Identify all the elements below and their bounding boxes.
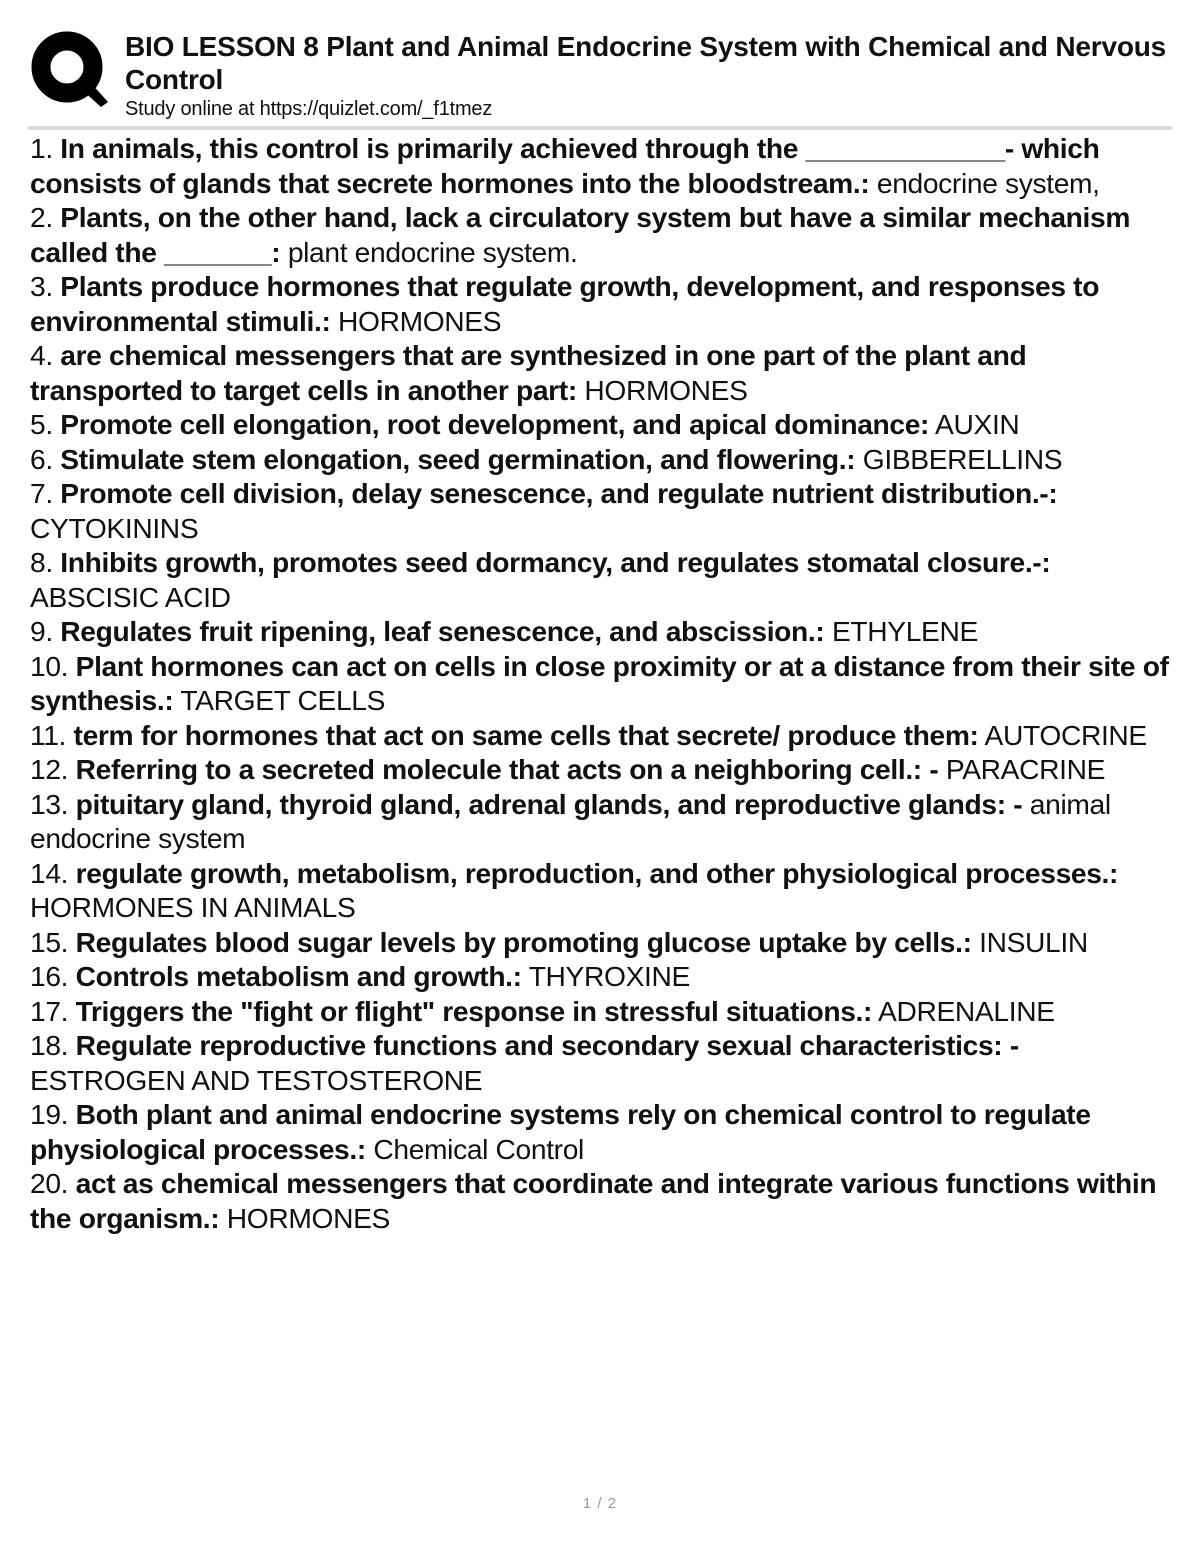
card-question: Stimulate stem elongation, seed germination, and flowering.:	[60, 442, 856, 475]
card-question: Triggers the "fight or flight" response in stressful situations.:	[75, 994, 873, 1027]
card-question: Controls metabolism and growth.:	[75, 960, 522, 992]
card-question: Promote cell elongation, root development, and apical dominance:	[60, 408, 930, 440]
card-answer: GIBBERELLINS	[862, 442, 1063, 475]
flashcard-item	[30, 1166, 1173, 1235]
flashcard-item	[30, 718, 1173, 753]
card-answer: HORMONES	[337, 304, 502, 337]
card-number: 16.	[30, 960, 76, 992]
card-question: are chemical messengers that are synthesized in one part of the plant and transported to target cells in another part:	[30, 339, 1027, 406]
card-question: term for hormones that act on same cells that secrete/ produce them:	[73, 718, 979, 751]
card-question: In animals, this control is primarily achieved through the _____________- which consists of glands that secrete hormones into the bloodstream.:	[30, 132, 1100, 199]
card-question: Inhibits growth, promotes seed dormancy, and regulates stomatal closure.-:	[60, 546, 1051, 578]
card-answer: TARGET CELLS	[180, 684, 386, 716]
card-answer: PARACRINE	[945, 753, 1106, 785]
card-number: 6.	[30, 442, 61, 475]
flashcard-item	[30, 338, 1173, 407]
card-answer: CYTOKININS	[30, 511, 199, 544]
card-number: 20.	[30, 1167, 76, 1199]
page-title: BIO LESSON 8 Plant and Animal Endocrine System with Chemical and Nervous Control	[125, 31, 1167, 95]
card-number: 5.	[30, 408, 61, 440]
card-question: pituitary gland, thyroid gland, adrenal glands, and reproductive glands: -	[75, 787, 1023, 820]
flashcard-item	[30, 994, 1173, 1029]
card-question: Plants produce hormones that regulate growth, development, and responses to environmental stimuli.:	[30, 270, 1100, 337]
card-answer: ADRENALINE	[878, 994, 1055, 1027]
card-answer: HORMONES	[584, 373, 748, 406]
flashcard-item	[30, 1028, 1173, 1097]
card-answer: ABSCISIC ACID	[30, 580, 231, 613]
card-answer: Chemical Control	[373, 1132, 584, 1165]
card-number: 19.	[30, 1098, 76, 1130]
card-answer: animal endocrine system	[30, 787, 1111, 854]
card-question: Both plant and animal endocrine systems rely on chemical control to regulate physiological processes.:	[30, 1098, 1091, 1165]
card-answer: HORMONES IN ANIMALS	[30, 891, 356, 923]
flashcard-list	[30, 131, 1173, 1235]
card-question: act as chemical messengers that coordinate and integrate various functions within the organism.:	[30, 1167, 1157, 1234]
card-question: regulate growth, metabolism, reproduction, and other physiological processes.:	[75, 856, 1119, 889]
card-number: 12.	[30, 753, 76, 785]
flashcard-item	[30, 959, 1173, 994]
flashcard-item	[30, 649, 1173, 718]
card-number: 17.	[30, 994, 76, 1027]
flashcard-item	[30, 1097, 1173, 1166]
flashcard-item	[30, 407, 1173, 442]
card-answer: ETHYLENE	[831, 615, 978, 647]
flashcard-item	[30, 752, 1173, 787]
card-question: Plant hormones can act on cells in close proximity or at a distance from their site of synthesis.:	[30, 649, 1169, 716]
card-number: 15.	[30, 925, 76, 958]
card-answer: plant endocrine system.	[287, 235, 578, 268]
card-number: 14.	[30, 856, 76, 889]
card-number: 1.	[30, 132, 61, 164]
card-question: Regulates blood sugar levels by promoting glucose uptake by cells.:	[75, 925, 972, 958]
card-answer: AUXIN	[935, 408, 1020, 440]
card-number: 9.	[30, 615, 61, 647]
card-question: Regulates fruit ripening, leaf senescence, and abscission.:	[60, 615, 825, 647]
card-question: Plants, on the other hand, lack a circulatory system but have a similar mechanism called the _______:	[30, 201, 1131, 268]
title-block	[125, 30, 1180, 121]
card-number: 7.	[30, 477, 61, 509]
card-answer: HORMONES	[226, 1201, 390, 1234]
flashcard-item	[30, 442, 1173, 477]
card-number: 2.	[30, 201, 61, 233]
card-number: 18.	[30, 1029, 76, 1061]
flashcard-item	[30, 856, 1173, 925]
flashcard-item	[30, 269, 1173, 338]
flashcard-item	[30, 787, 1173, 856]
card-question: Regulate reproductive functions and secondary sexual characteristics: -	[75, 1029, 1019, 1061]
card-answer: INSULIN	[979, 925, 1088, 958]
card-number: 11.	[30, 718, 74, 751]
flashcard-item	[30, 925, 1173, 960]
card-answer: ESTROGEN AND TESTOSTERONE	[30, 1063, 483, 1096]
card-answer: AUTOCRINE	[984, 718, 1147, 751]
flashcard-item	[30, 200, 1173, 269]
document-header	[28, 26, 1178, 128]
card-number: 3.	[30, 270, 61, 302]
card-number: 10.	[30, 649, 76, 682]
flashcard-item	[30, 614, 1173, 649]
card-answer: endocrine system,	[876, 166, 1100, 199]
card-number: 4.	[30, 339, 61, 371]
study-online-link[interactable]: Study online at https://quizlet.com/_f1tmez	[125, 98, 493, 120]
flashcard-item	[30, 545, 1173, 614]
card-question: Promote cell division, delay senescence, and regulate nutrient distribution.-:	[60, 477, 1058, 509]
quizlet-logo-icon	[30, 30, 108, 108]
flashcard-item	[30, 476, 1173, 545]
flashcard-item	[30, 131, 1173, 200]
card-number: 8.	[30, 546, 61, 578]
card-number: 13.	[30, 787, 76, 820]
card-answer: THYROXINE	[528, 960, 690, 992]
page-number: 1 / 2	[582, 1495, 618, 1512]
card-question: Referring to a secreted molecule that acts on a neighboring cell.: -	[75, 753, 939, 785]
header-divider	[28, 126, 1172, 130]
